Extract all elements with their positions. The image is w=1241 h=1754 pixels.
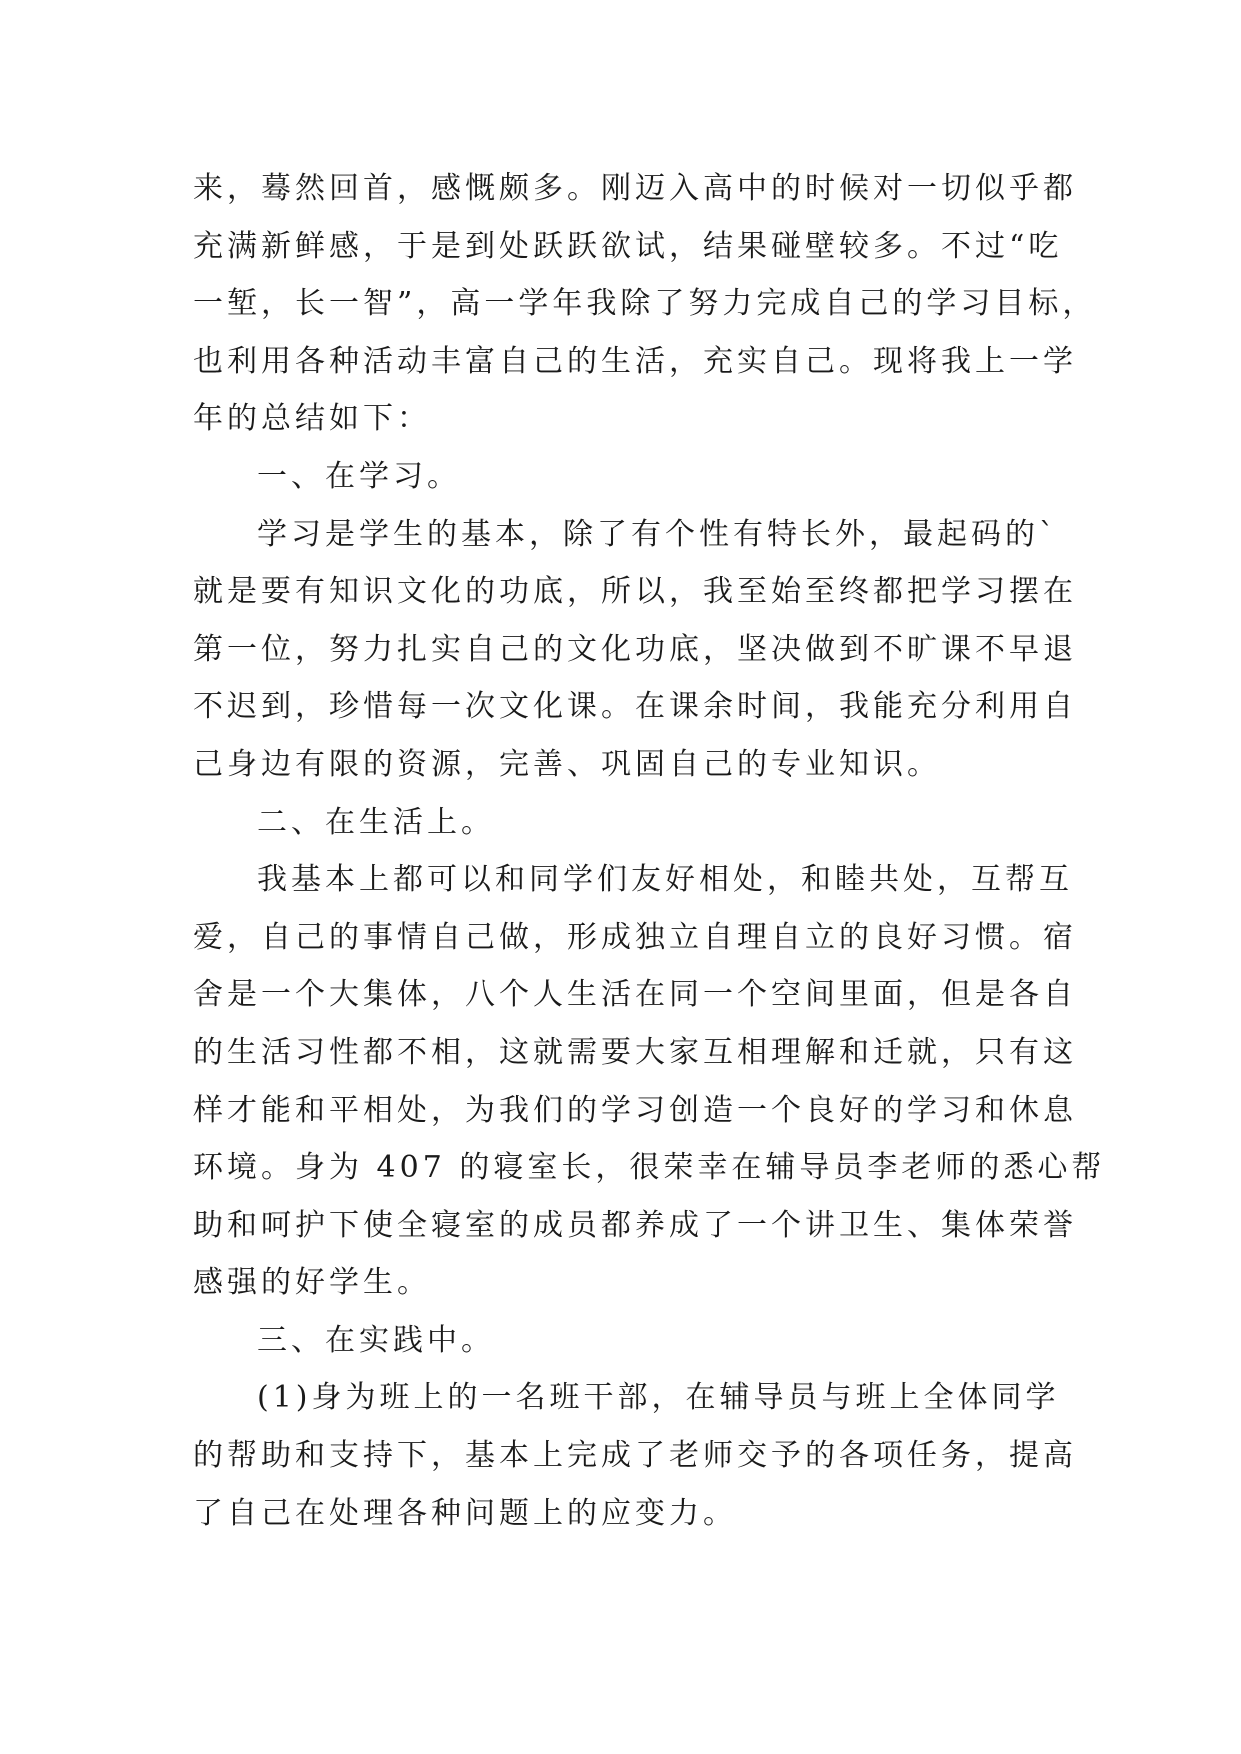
text-line: 学习是学生的基本，除了有个性有特长外，最起码的` — [257, 516, 1058, 552]
document-body — [193, 160, 1106, 1542]
section-heading-study: 一、在学习。 — [257, 458, 461, 494]
text-line: 就是要有知识文化的功底，所以，我至始至终都把学习摆在 — [193, 574, 1077, 610]
text-line: 己身边有限的资源，完善、巩固自己的专业知识。 — [193, 746, 941, 782]
text-line: 来，蓦然回首，感慨颇多。刚迈入高中的时候对一切似乎都 — [193, 171, 1077, 206]
text-line: 的生活习性都不相，这就需要大家互相理解和迁就，只有这 — [193, 1034, 1077, 1070]
section-heading-practice: 三、在实践中。 — [257, 1322, 495, 1358]
text-line: 的帮助和支持下，基本上完成了老师交予的各项任务，提高 — [193, 1438, 1077, 1474]
text-line: (1)身为班上的一名班干部，在辅导员与班上全体同学 — [257, 1380, 1060, 1416]
text-line: 我基本上都可以和同学们友好相处，和睦共处，互帮互 — [257, 862, 1073, 898]
text-line: 也利用各种活动丰富自己的生活，充实自己。现将我上一学 — [193, 343, 1077, 379]
text-line: 不迟到，珍惜每一次文化课。在课余时间，我能充分利用自 — [193, 689, 1077, 725]
text-line: 样才能和平相处，为我们的学习创造一个良好的学习和休息 — [193, 1092, 1077, 1128]
text-line: 了自己在处理各种问题上的应变力。 — [193, 1495, 737, 1531]
text-line: 爱，自己的事情自己做，形成独立自理自立的良好习惯。宿 — [193, 919, 1077, 955]
text-line: 环境。身为 407 的寝室长，很荣幸在辅导员李老师的悉心帮 — [193, 1150, 1106, 1186]
text-line: 舍是一个大集体，八个人生活在同一个空间里面，但是各自 — [193, 977, 1077, 1013]
text-line: 年的总结如下： — [193, 401, 431, 437]
text-line: 充满新鲜感，于是到处跃跃欲试，结果碰壁较多。不过“吃 — [193, 228, 1063, 264]
text-line: 感强的好学生。 — [193, 1265, 431, 1301]
section-heading-life: 二、在生活上。 — [257, 804, 495, 840]
text-line: 第一位，努力扎实自己的文化功底，坚决做到不旷课不早退 — [193, 631, 1077, 667]
text-line: 助和呵护下使全寝室的成员都养成了一个讲卫生、集体荣誉 — [193, 1207, 1077, 1243]
text-line: 一堑，长一智”，高一学年我除了努力完成自己的学习目标， — [193, 286, 1097, 322]
